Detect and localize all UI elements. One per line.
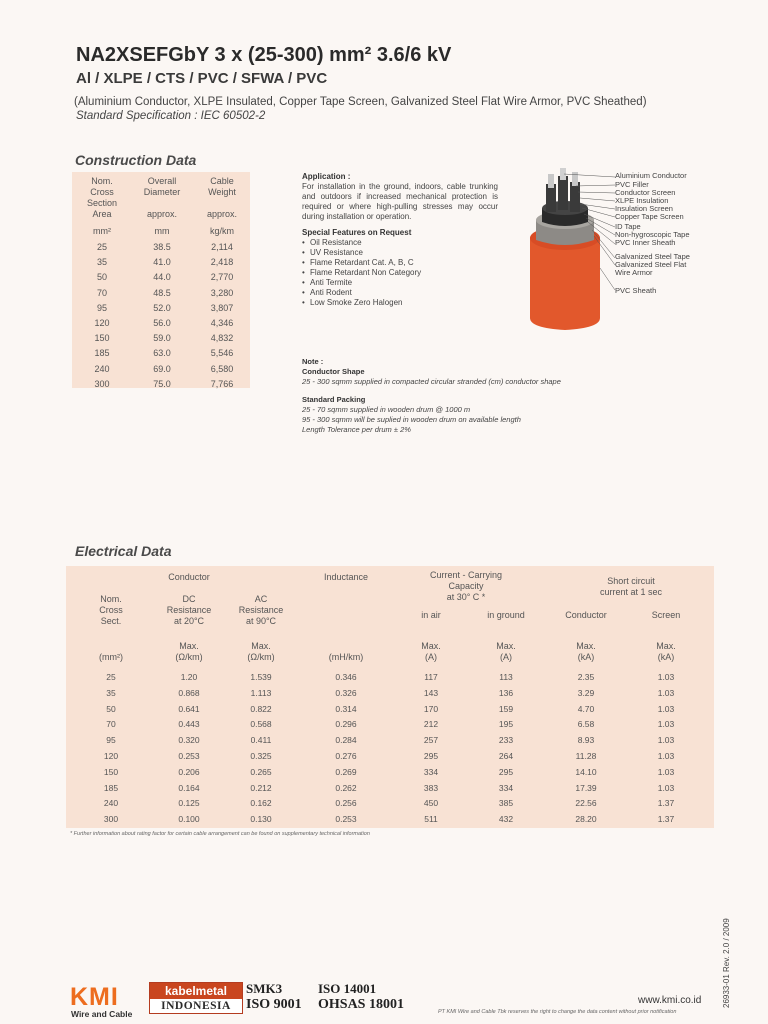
special-features-list	[302, 238, 498, 308]
electrical-cell: 0.868	[178, 687, 200, 698]
construction-cell: 150	[94, 333, 110, 344]
group-current-header: Current - Carrying Capacity at 30° C *	[429, 570, 503, 602]
special-feature-item: • Low Smoke Zero Halogen	[302, 298, 498, 308]
construction-cell: 52.0	[153, 302, 171, 313]
electrical-cell: 0.206	[178, 766, 200, 777]
electrical-cell: 0.326	[335, 687, 357, 698]
electrical-cell: 1.03	[657, 782, 675, 793]
electrical-cell: 300	[103, 814, 119, 825]
electrical-col-header-0: Nom. Cross Sect.	[99, 594, 123, 626]
kabelmetal-logo	[149, 982, 243, 1014]
construction-qualifier-2: approx.	[206, 209, 238, 219]
construction-cell: 7,766	[210, 378, 234, 389]
group-short-circuit-header: Short circuit current at 1 sec	[599, 576, 663, 597]
electrical-cell: 0.212	[250, 782, 272, 793]
electrical-cell: 1.03	[657, 751, 675, 761]
construction-cell: 300	[94, 378, 110, 389]
electrical-cell: 0.130	[250, 814, 272, 825]
special-feature-item: • Anti Rodent	[302, 288, 498, 298]
construction-cell: 59.0	[153, 333, 171, 344]
footer-disclaimer: PT KMI Wire and Cable Tbk reserves the right to change the data content without prior notification	[438, 1009, 677, 1015]
electrical-cell: 159	[498, 703, 514, 714]
construction-cell: 56.0	[153, 318, 171, 328]
electrical-cell: 0.411	[250, 735, 272, 746]
construction-cell: 5,546	[210, 348, 234, 359]
electrical-cell: 0.100	[178, 814, 200, 825]
construction-unit-2: kg/km	[209, 226, 234, 236]
construction-cell: 185	[94, 348, 110, 359]
electrical-cell: 8.93	[577, 735, 595, 746]
construction-cell: 4,832	[210, 333, 234, 344]
electrical-cell: 0.262	[335, 782, 357, 793]
cable-core-2	[558, 176, 568, 210]
electrical-cell: 0.269	[335, 766, 357, 777]
construction-table	[72, 172, 250, 388]
electrical-cell: 233	[498, 735, 514, 746]
iso9001-badge: ISO 9001	[246, 997, 302, 1012]
application-block	[302, 172, 498, 308]
electrical-cell: 70	[106, 719, 116, 730]
electrical-cell: 0.164	[178, 782, 200, 793]
group-inductance-header: Inductance	[323, 572, 369, 582]
electrical-cell: 1.37	[657, 798, 675, 809]
construction-cell: 75.0	[153, 378, 171, 389]
standard-specification: Standard Specification : IEC 60502-2	[76, 110, 266, 122]
construction-cell: 70	[96, 287, 107, 298]
electrical-cell: 3.29	[577, 687, 595, 698]
cable-layer-label: PVC Filler	[615, 180, 649, 189]
electrical-cell: 0.822	[250, 703, 272, 714]
electrical-cell: 1.03	[657, 719, 675, 730]
electrical-cell: 0.296	[335, 719, 357, 730]
electrical-cell: 511	[424, 814, 438, 825]
construction-cell: 2,770	[210, 272, 234, 283]
packing-line-1: 25 - 70 sqmm supplied in wooden drum @ 1000 m	[302, 405, 471, 414]
electrical-cell: 113	[499, 672, 513, 682]
electrical-cell: 17.39	[575, 782, 597, 793]
special-feature-item: • Flame Retardant Non Category	[302, 268, 498, 278]
electrical-cell: 1.03	[657, 672, 675, 682]
electrical-unit-2: Max. (Ω/km)	[247, 641, 275, 662]
construction-cell: 50	[96, 272, 107, 283]
electrical-cell: 0.162	[250, 798, 272, 809]
electrical-col-header-1: DC Resistance at 20°C	[166, 594, 212, 626]
electrical-cell: 28.20	[575, 814, 597, 825]
cable-cross-section-illustration	[520, 168, 620, 334]
electrical-cell: 6.58	[577, 719, 595, 730]
electrical-cell: 136	[498, 687, 514, 698]
electrical-cell: 264	[498, 751, 514, 761]
cable-layer-label: Conductor Screen	[615, 188, 676, 197]
construction-cell: 3,280	[210, 287, 234, 298]
construction-cell: 41.0	[153, 257, 171, 268]
electrical-cell: 450	[423, 798, 439, 809]
cable-layer-label: PVC Sheath	[615, 286, 657, 295]
electrical-cell: 240	[103, 798, 119, 809]
cable-layer-label: Aluminium Conductor	[615, 171, 687, 180]
cable-conductor-3	[572, 172, 578, 186]
construction-cell: 6,580	[210, 363, 234, 374]
construction-unit-1: mm	[154, 226, 170, 236]
electrical-cell: 0.253	[335, 814, 357, 825]
smk3-badge: SMK3	[246, 981, 283, 996]
electrical-title: Electrical Data	[75, 543, 172, 559]
electrical-cell: 150	[103, 766, 119, 777]
electrical-cell: 22.56	[575, 798, 597, 809]
electrical-cell: 4.70	[577, 703, 595, 714]
electrical-cell: 95	[106, 735, 116, 746]
note-block	[302, 357, 632, 435]
electrical-cell: 117	[424, 672, 438, 682]
electrical-cell: 1.03	[657, 735, 675, 746]
construction-header-0: Nom. Cross Section Area	[86, 176, 118, 219]
cable-layer-label: Galvanized Steel Tape	[615, 252, 690, 261]
cable-layer-label: Copper Tape Screen	[615, 212, 684, 221]
iso14001-badge: ISO 14001	[318, 981, 377, 996]
special-features-heading: Special Features on Request	[302, 228, 412, 237]
kmi-tagline: Wire and Cable	[71, 1009, 133, 1019]
electrical-cell: 170	[423, 703, 439, 714]
construction-cell: 48.5	[153, 287, 171, 298]
electrical-cell: 0.125	[178, 798, 200, 809]
electrical-cell: 385	[498, 798, 514, 809]
cable-layer-label: Non-hygroscopic Tape	[615, 230, 690, 239]
electrical-cell: 14.10	[575, 766, 597, 777]
construction-cell: 63.0	[153, 348, 171, 359]
construction-header-1: Overall Diameter	[143, 176, 181, 197]
document-code: 26933-01 Rev. 2.0 / 2009	[722, 918, 731, 1008]
conductor-shape-text: 25 - 300 sqmm supplied in compacted circular stranded (cm) conductor shape	[302, 377, 561, 386]
construction-cell: 35	[96, 257, 107, 268]
kabelmetal-logo-top: kabelmetal	[150, 983, 242, 999]
electrical-cell: 0.568	[250, 719, 272, 730]
electrical-cell: 1.03	[657, 687, 675, 698]
special-feature-item: • Flame Retardant Cat. A, B, C	[302, 258, 498, 268]
electrical-cell: 120	[103, 751, 119, 761]
electrical-cell: 334	[423, 766, 439, 777]
electrical-unit-5: Max. (A)	[496, 641, 516, 662]
construction-cell: 44.0	[153, 272, 171, 283]
construction-cell: 3,807	[210, 302, 234, 313]
construction-cell: 69.0	[153, 363, 171, 374]
construction-cell: 2,114	[211, 242, 233, 252]
company-website[interactable]: www.kmi.co.id	[638, 995, 702, 1006]
electrical-cell: 1.20	[180, 672, 198, 682]
electrical-unit-7: Max. (kA)	[656, 641, 676, 662]
cable-layer-label: Insulation Screen	[615, 204, 673, 213]
electrical-cell: 25	[106, 672, 116, 682]
electrical-cell: 0.253	[178, 751, 200, 761]
electrical-footnote: * Further information about rating factor for certain cable arrangement can be found on supplementary technical information	[70, 831, 370, 837]
application-text: For installation in the ground, indoors, cable trunking and outdoors if increased mechanical protection is required or where high-pulling stresses may occur during installation or operation.	[302, 182, 498, 221]
packing-line-3: Length Tolerance per drum ± 2%	[302, 425, 411, 434]
electrical-unit-3: (mH/km)	[328, 652, 364, 662]
standard-packing-heading: Standard Packing	[302, 395, 366, 404]
electrical-unit-4: Max. (A)	[421, 641, 441, 662]
cable-layer-label: XLPE Insulation	[615, 196, 669, 205]
electrical-cell: 1.37	[657, 814, 675, 825]
construction-unit-0: mm²	[93, 226, 111, 236]
electrical-cell: 334	[498, 782, 514, 793]
construction-cell: 120	[94, 318, 110, 328]
electrical-cell: 0.265	[250, 766, 272, 777]
cable-core-3	[570, 182, 580, 212]
kmi-logo: KMI	[70, 983, 119, 1011]
construction-cell: 2,418	[210, 257, 234, 268]
electrical-cell: 0.256	[335, 798, 357, 809]
electrical-cell: 0.284	[335, 735, 357, 746]
electrical-cell: 50	[106, 703, 116, 714]
special-feature-item: • Oil Resistance	[302, 238, 498, 248]
electrical-cell: 257	[423, 735, 439, 746]
construction-qualifier-1: approx.	[146, 209, 178, 219]
electrical-col-header-6: Conductor	[565, 610, 607, 620]
electrical-cell: 11.28	[575, 751, 597, 761]
electrical-cell: 295	[498, 766, 514, 777]
construction-cell: 240	[94, 363, 110, 374]
electrical-unit-0: (mm²)	[99, 652, 123, 662]
electrical-cell: 0.320	[178, 735, 200, 746]
electrical-cell: 432	[498, 814, 514, 825]
electrical-table	[66, 566, 714, 828]
electrical-cell: 0.276	[335, 751, 357, 761]
electrical-cell: 143	[423, 687, 439, 698]
electrical-cell: 0.443	[178, 719, 200, 730]
electrical-col-header-2: AC Resistance at 90°C	[238, 594, 284, 626]
cable-conductor-1	[548, 174, 554, 188]
electrical-unit-1: Max. (Ω/km)	[175, 641, 203, 662]
construction-cell: 25	[96, 242, 107, 252]
cable-core-1	[546, 184, 556, 212]
construction-header-2: Cable Weight	[208, 176, 236, 197]
group-conductor-header: Conductor	[168, 572, 210, 582]
electrical-col-header-4: in air	[421, 610, 441, 620]
product-description: (Aluminium Conductor, XLPE Insulated, Copper Tape Screen, Galvanized Steel Flat Wire Armor, PVC Sheathed)	[74, 96, 647, 108]
note-heading: Note :	[302, 357, 324, 366]
construction-title: Construction Data	[75, 152, 197, 168]
electrical-cell: 185	[103, 782, 119, 793]
electrical-cell: 0.346	[335, 672, 357, 682]
electrical-cell: 0.325	[250, 751, 272, 761]
electrical-cell: 0.314	[335, 703, 357, 714]
electrical-cell: 2.35	[577, 672, 595, 682]
electrical-cell: 295	[423, 751, 439, 761]
electrical-cell: 35	[106, 687, 116, 698]
construction-cell: 95	[96, 302, 107, 313]
construction-cell: 38.5	[153, 242, 171, 252]
cable-layer-label: PVC Inner Sheath	[615, 238, 676, 247]
electrical-cell: 383	[423, 782, 439, 793]
conductor-shape-heading: Conductor Shape	[302, 367, 365, 376]
electrical-col-header-7: Screen	[651, 610, 681, 620]
product-subtitle: Al / XLPE / CTS / PVC / SFWA / PVC	[76, 70, 328, 87]
electrical-cell: 195	[498, 719, 514, 730]
electrical-cell: 1.03	[657, 703, 675, 714]
electrical-cell: 212	[423, 719, 439, 730]
electrical-cell: 1.539	[250, 672, 272, 682]
cable-sheath-shape	[530, 238, 600, 330]
special-feature-item: • UV Resistance	[302, 248, 498, 258]
electrical-cell: 1.113	[250, 687, 272, 698]
packing-line-2: 95 - 300 sqmm will be suplied in wooden drum on available length	[302, 415, 521, 424]
application-heading: Application :	[302, 172, 351, 181]
construction-cell: 4,346	[210, 318, 234, 328]
kabelmetal-logo-bottom: INDONESIA	[161, 1000, 231, 1012]
cable-layer-label: Galvanized Steel Flat Wire Armor	[615, 260, 687, 277]
product-title: NA2XSEFGbY 3 x (25-300) mm² 3.6/6 kV	[76, 44, 452, 66]
electrical-cell: 0.641	[178, 703, 200, 714]
cable-layer-label: ID Tape	[615, 222, 641, 231]
electrical-cell: 1.03	[657, 766, 675, 777]
electrical-col-header-5: in ground	[487, 610, 525, 620]
special-feature-item: • Anti Termite	[302, 278, 498, 288]
electrical-unit-6: Max. (kA)	[576, 641, 596, 662]
ohsas18001-badge: OHSAS 18001	[318, 997, 404, 1012]
